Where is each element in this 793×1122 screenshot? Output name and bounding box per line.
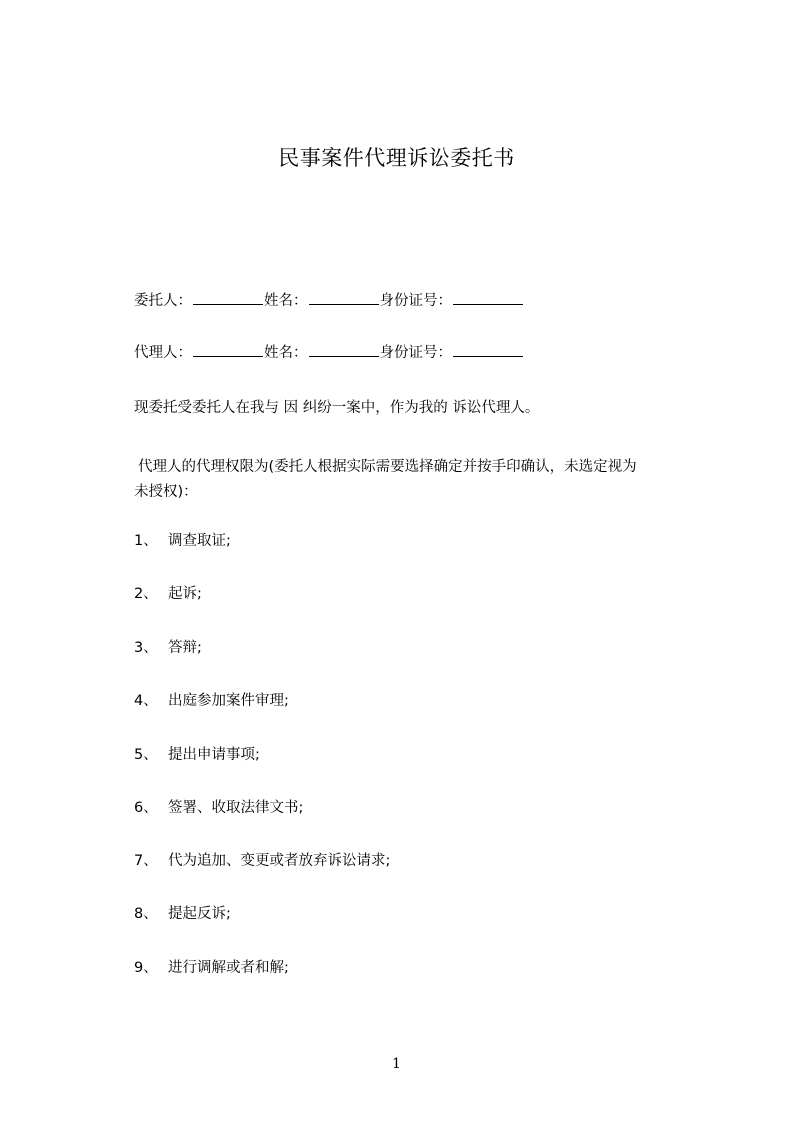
list-item-text: 进行调解或者和解; — [168, 960, 289, 976]
list-item — [134, 798, 303, 818]
list-item-text: 起诉; — [168, 586, 202, 602]
agent-id-blank — [453, 343, 523, 357]
list-item-number: 2、 — [134, 586, 158, 602]
list-item — [134, 745, 260, 765]
principal-label: 委托人： — [134, 293, 192, 309]
principal-id-blank — [453, 291, 523, 305]
principal-name-label: 姓名： — [264, 293, 308, 309]
page-number: 1 — [392, 1056, 401, 1072]
agent-name-blank — [309, 343, 379, 357]
list-item — [134, 851, 390, 871]
list-item — [134, 904, 231, 924]
agent-line — [134, 343, 524, 363]
list-item-text: 调查取证; — [168, 533, 231, 549]
list-item-number: 7、 — [134, 853, 158, 869]
document-title: 民事案件代理诉讼委托书 — [278, 146, 515, 170]
principal-blank — [193, 291, 263, 305]
list-item — [134, 638, 202, 658]
agent-name-label: 姓名： — [264, 345, 308, 361]
list-item-text: 提出申请事项; — [168, 747, 260, 763]
list-item — [134, 958, 289, 978]
list-item-number: 6、 — [134, 800, 158, 816]
principal-id-label: 身份证号： — [379, 293, 452, 309]
list-item-number: 5、 — [134, 747, 158, 763]
authority-intro-line2: 未授权)： — [134, 484, 198, 500]
statement-paragraph: 现委托受委托人在我与 因 纠纷一案中，作为我的 诉讼代理人。 — [134, 400, 540, 416]
list-item-text: 答辩; — [168, 640, 202, 656]
list-item-text: 提起反诉; — [168, 906, 231, 922]
list-item — [134, 584, 202, 604]
list-item-number: 1、 — [134, 533, 158, 549]
list-item-number: 8、 — [134, 906, 158, 922]
list-item-text: 签署、收取法律文书; — [168, 800, 304, 816]
principal-line — [134, 291, 524, 311]
agent-label: 代理人： — [134, 345, 192, 361]
principal-name-blank — [309, 291, 379, 305]
agent-id-label: 身份证号： — [379, 345, 452, 361]
list-item-text: 代为追加、变更或者放弃诉讼请求; — [168, 853, 391, 869]
agent-blank — [193, 343, 263, 357]
list-item — [134, 531, 231, 551]
list-item-text: 出庭参加案件审理; — [168, 693, 289, 709]
authority-intro-line1: 代理人的代理权限为(委托人根据实际需要选择确定并按手印确认，未选定视为 — [138, 459, 637, 475]
list-item-number: 9、 — [134, 960, 158, 976]
list-item-number: 3、 — [134, 640, 158, 656]
list-item — [134, 691, 289, 711]
list-item-number: 4、 — [134, 693, 158, 709]
